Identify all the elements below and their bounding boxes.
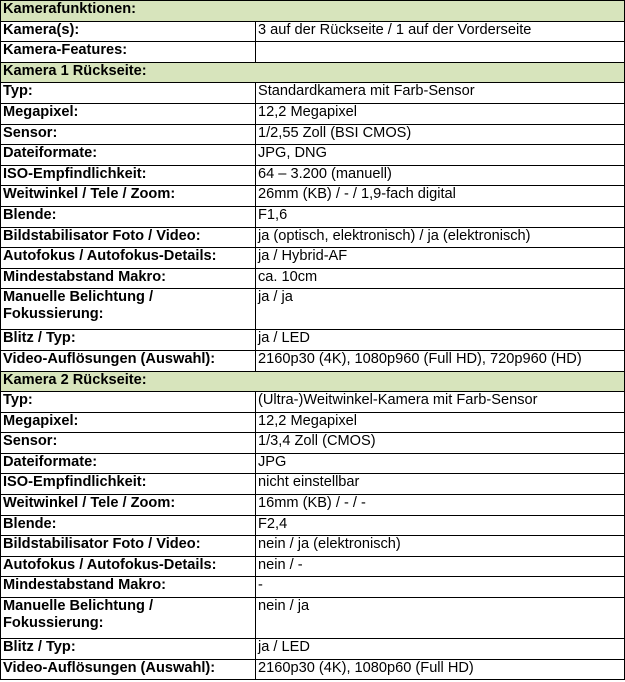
row-value: 26mm (KB) / - / 1,9-fach digital xyxy=(256,186,625,207)
row-label: Video-Auflösungen (Auswahl): xyxy=(1,659,256,680)
table-row xyxy=(1,350,625,371)
row-label: Manuelle Belichtung / Fokussierung: xyxy=(1,289,256,330)
row-label: Kamera-Features: xyxy=(1,42,256,63)
row-label: Autofokus / Autofokus-Details: xyxy=(1,248,256,269)
row-label: ISO-Empfindlichkeit: xyxy=(1,474,256,495)
table-row xyxy=(1,577,625,598)
row-value: - xyxy=(256,577,625,598)
row-value: (Ultra-)Weitwinkel-Kamera mit Farb-Sensor xyxy=(256,392,625,413)
row-value: nein / ja xyxy=(256,598,625,639)
table-row xyxy=(1,474,625,495)
row-value: 12,2 Megapixel xyxy=(256,412,625,433)
row-value: ja / ja xyxy=(256,289,625,330)
row-label: Megapixel: xyxy=(1,412,256,433)
section-title: Kamerafunktionen: xyxy=(1,1,625,22)
table-row xyxy=(1,103,625,124)
table-row xyxy=(1,145,625,166)
row-value: nicht einstellbar xyxy=(256,474,625,495)
section-header-kamera-2 xyxy=(1,371,625,392)
row-label: Weitwinkel / Tele / Zoom: xyxy=(1,495,256,516)
row-label: Dateiformate: xyxy=(1,453,256,474)
table-row xyxy=(1,206,625,227)
section-header-kamerafunktionen xyxy=(1,1,625,22)
table-row xyxy=(1,433,625,454)
row-value: nein / - xyxy=(256,556,625,577)
row-value: 1/2,55 Zoll (BSI CMOS) xyxy=(256,124,625,145)
row-label: Bildstabilisator Foto / Video: xyxy=(1,227,256,248)
table-row xyxy=(1,453,625,474)
table-row xyxy=(1,268,625,289)
section-title: Kamera 2 Rückseite: xyxy=(1,371,625,392)
row-value: JPG, DNG xyxy=(256,145,625,166)
row-value: ja (optisch, elektronisch) / ja (elektronisch) xyxy=(256,227,625,248)
row-value: 2160p30 (4K), 1080p960 (Full HD), 720p960 (HD) xyxy=(256,350,625,371)
row-value: ca. 10cm xyxy=(256,268,625,289)
row-label: ISO-Empfindlichkeit: xyxy=(1,165,256,186)
table-row xyxy=(1,412,625,433)
row-value: 12,2 Megapixel xyxy=(256,103,625,124)
table-row xyxy=(1,598,625,639)
row-label: Sensor: xyxy=(1,124,256,145)
table-row xyxy=(1,639,625,660)
table-row xyxy=(1,556,625,577)
table-row xyxy=(1,165,625,186)
row-label: Mindestabstand Makro: xyxy=(1,268,256,289)
row-value: 3 auf der Rückseite / 1 auf der Vorderseite xyxy=(256,21,625,42)
section-title: Kamera 1 Rückseite: xyxy=(1,62,625,83)
table-row xyxy=(1,536,625,557)
row-value xyxy=(256,42,625,63)
row-value: 16mm (KB) / - / - xyxy=(256,495,625,516)
table-row xyxy=(1,42,625,63)
row-value: ja / LED xyxy=(256,639,625,660)
table-row xyxy=(1,227,625,248)
row-label: Megapixel: xyxy=(1,103,256,124)
row-label: Mindestabstand Makro: xyxy=(1,577,256,598)
table-row xyxy=(1,392,625,413)
table-row xyxy=(1,83,625,104)
row-label: Blitz / Typ: xyxy=(1,639,256,660)
row-label: Typ: xyxy=(1,392,256,413)
table-row xyxy=(1,495,625,516)
row-value: 1/3,4 Zoll (CMOS) xyxy=(256,433,625,454)
section-header-kamera-1 xyxy=(1,62,625,83)
row-value: 2160p30 (4K), 1080p60 (Full HD) xyxy=(256,659,625,680)
row-value: 64 – 3.200 (manuell) xyxy=(256,165,625,186)
table-row xyxy=(1,515,625,536)
row-value: ja / LED xyxy=(256,330,625,351)
row-value: F2,4 xyxy=(256,515,625,536)
row-label: Blende: xyxy=(1,515,256,536)
row-label: Manuelle Belichtung / Fokussierung: xyxy=(1,598,256,639)
table-row xyxy=(1,289,625,330)
row-label: Autofokus / Autofokus-Details: xyxy=(1,556,256,577)
row-label: Typ: xyxy=(1,83,256,104)
row-value: F1,6 xyxy=(256,206,625,227)
row-label: Sensor: xyxy=(1,433,256,454)
row-value: nein / ja (elektronisch) xyxy=(256,536,625,557)
table-row xyxy=(1,124,625,145)
row-label: Blende: xyxy=(1,206,256,227)
table-row xyxy=(1,21,625,42)
table-row xyxy=(1,330,625,351)
row-label: Blitz / Typ: xyxy=(1,330,256,351)
row-label: Dateiformate: xyxy=(1,145,256,166)
table-row xyxy=(1,659,625,680)
row-label: Kamera(s): xyxy=(1,21,256,42)
row-value: ja / Hybrid-AF xyxy=(256,248,625,269)
row-label: Video-Auflösungen (Auswahl): xyxy=(1,350,256,371)
row-value: JPG xyxy=(256,453,625,474)
row-label: Bildstabilisator Foto / Video: xyxy=(1,536,256,557)
table-row xyxy=(1,186,625,207)
row-value: Standardkamera mit Farb-Sensor xyxy=(256,83,625,104)
table-row xyxy=(1,248,625,269)
row-label: Weitwinkel / Tele / Zoom: xyxy=(1,186,256,207)
